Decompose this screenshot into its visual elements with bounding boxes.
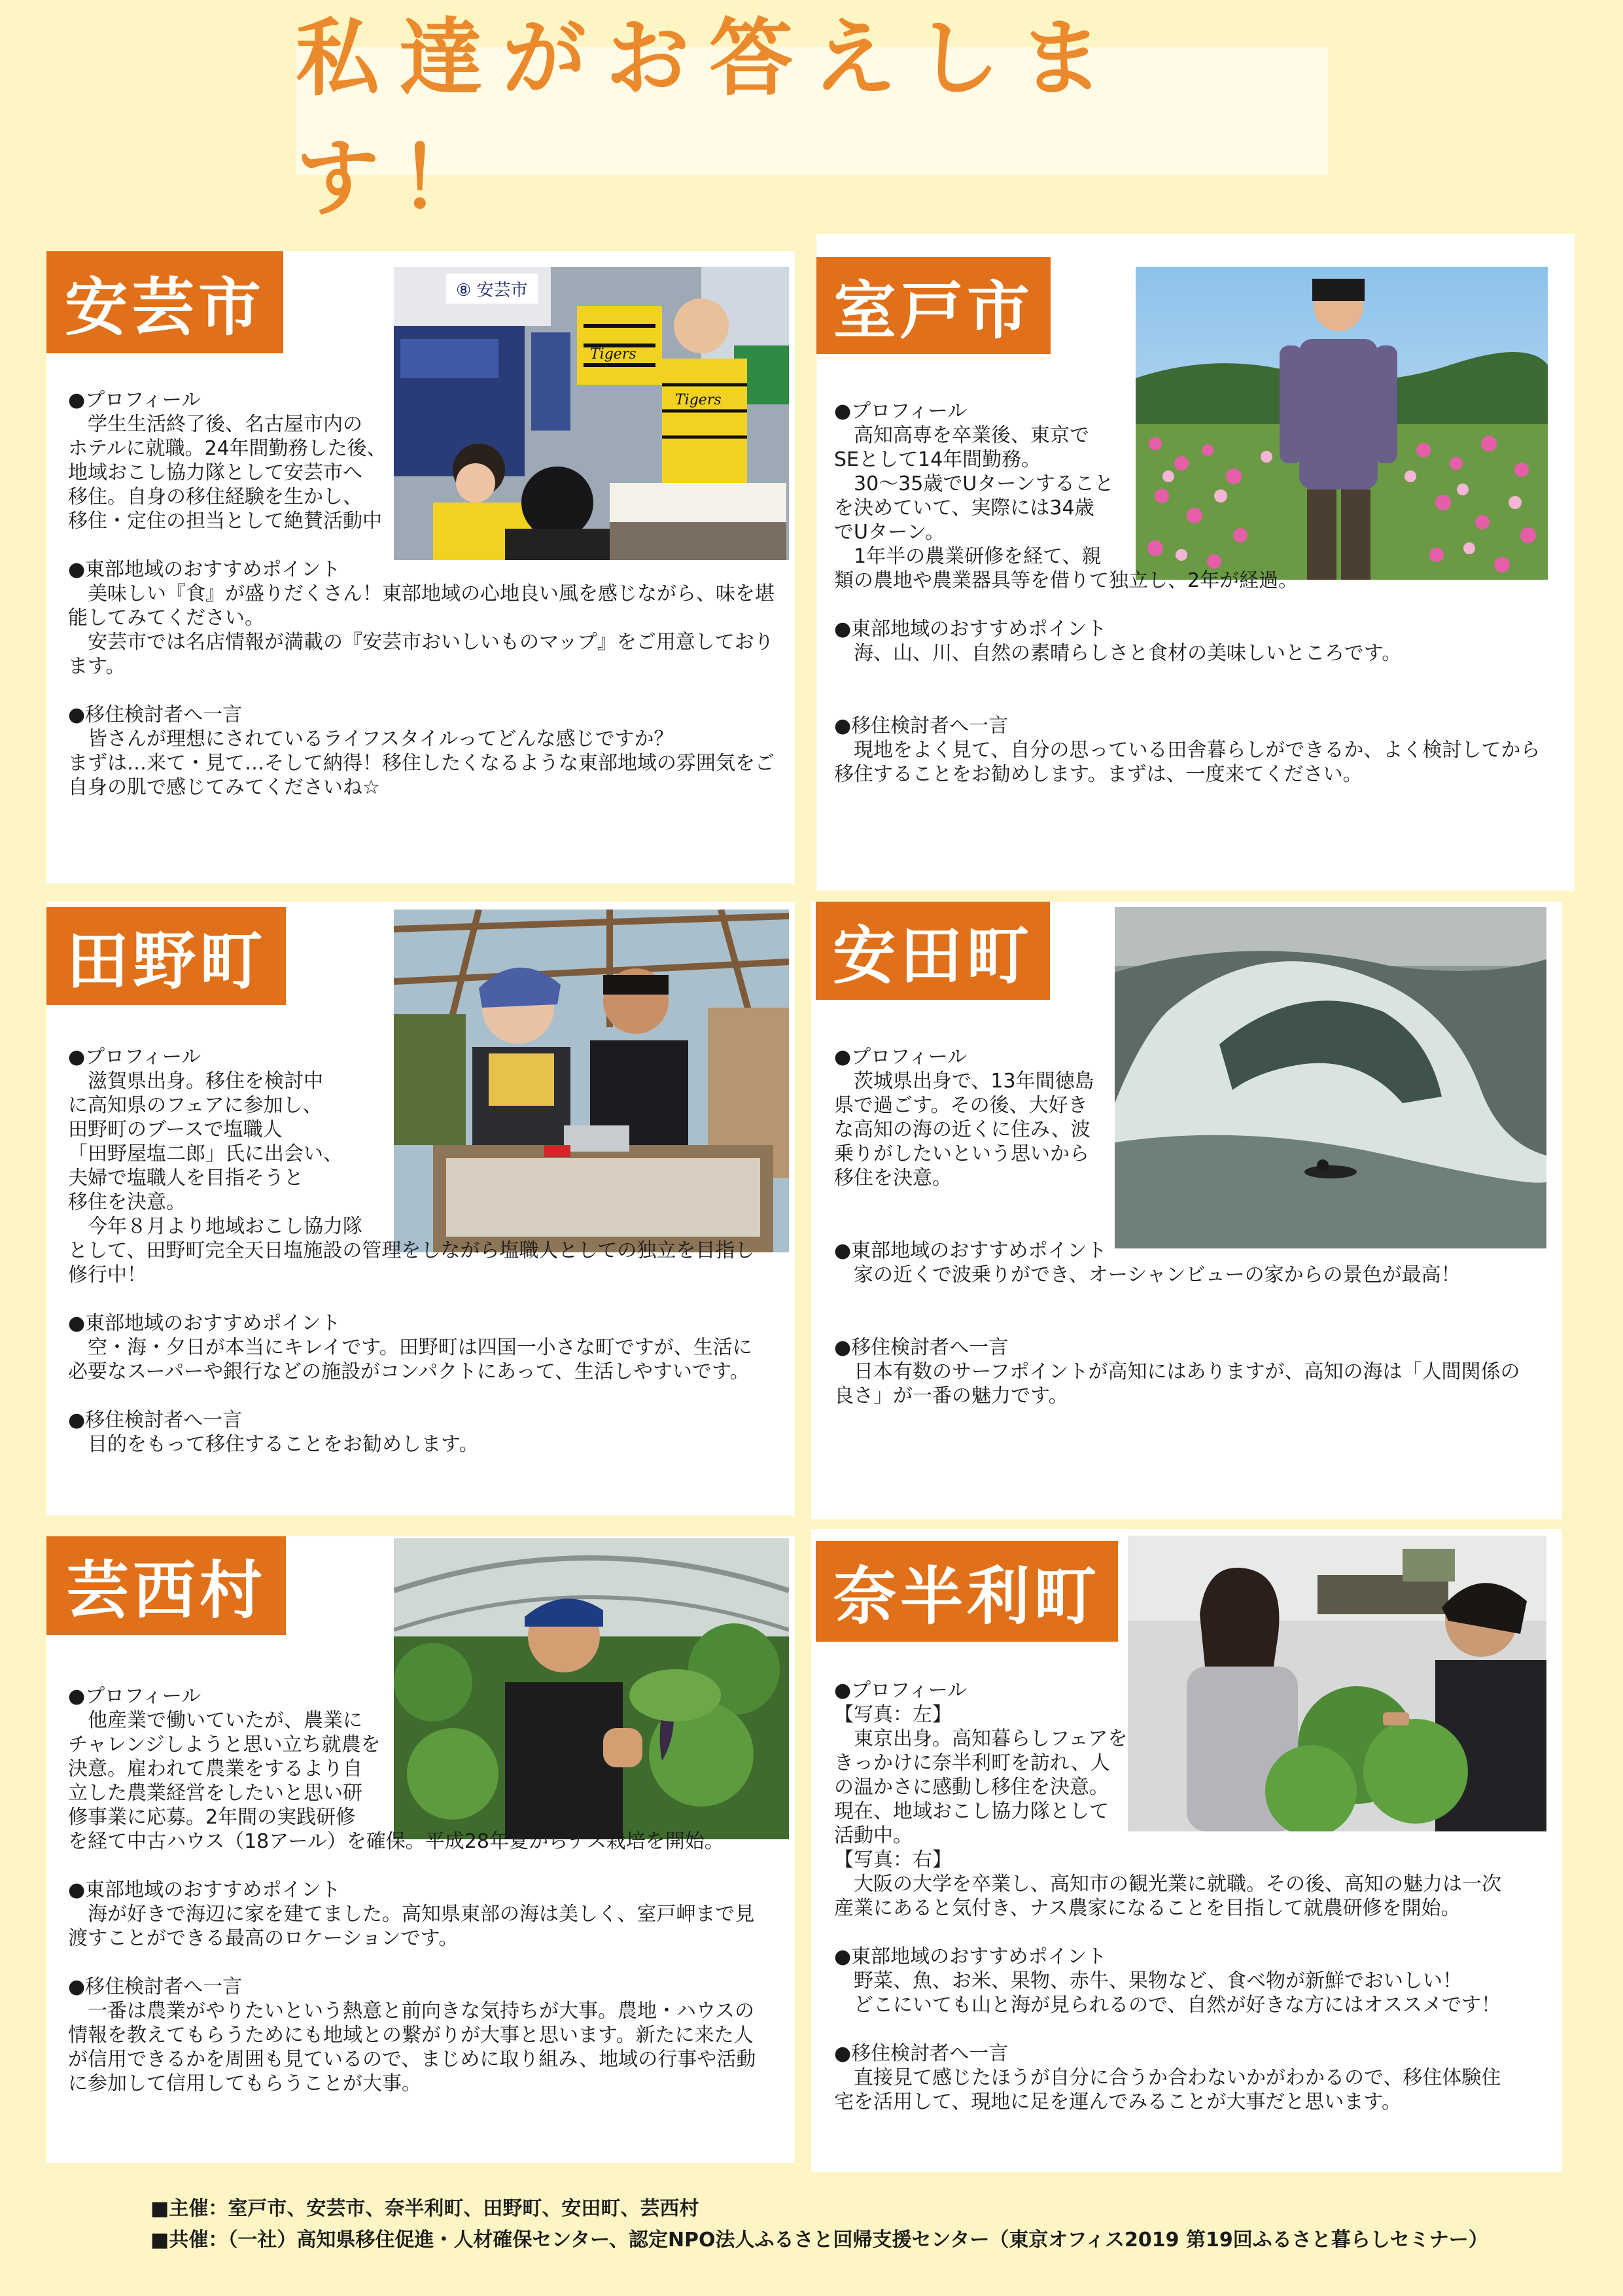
text-nahari: ●プロフィール 【写真：左】 東京出身。高知暮らしフェアを きっかけに奈半利町を訪れ、人 の温かさに感動し移住を決意。 現在、地域おこし協力隊として 活動中。 【写真：右】 大阪の大学を卒業し、高知市の観光業に就職。その後、高知の魅力は一次 産業にあると気付き、ナス農家になることを目指して就農研修を開始。 ●東部地域のおすすめポイント 野菜、魚、お米、果物、赤牛、果物など、食べ物が新鮮でおいしい！ どこにいても山と海が見られるので、自然が好きな方にはオススメです！ ●移住検討者へ一言 直接見て感じたほうが自分に合うか合わないかがわかるので、移住体験住 宅を活用して、現地に足を運んでみることが大事だと思います。 [834,1679,1501,2113]
photo-shirt-text: Tigers [675,392,722,408]
text-tano: ●プロフィール 滋賀県出身。移住を検討中 に高知県のフェアに参加し、 田野町のブースで塩職人 「田野屋塩二郎」氏に出会い、 夫婦で塩職人を目指そうと 移住を決意。 今年８月より地域おこし協力隊 として、田野町完全天日塩施設の管理をしながら塩職人としての独立を目指し 修行中！ ●東部地域のおすすめポイント 空・海・夕日が本当にキレイです。田野町は四国一小さな町ですが、生活に 必要なスーパーや銀行などの施設がコンパクトにあって、生活しやすいです。 ●移住検討者へ一言 目的をもって移住することをお勧めします。 [68,1046,755,1456]
footer-organizers: ■主催：室戸市、安芸市、奈半利町、田野町、安田町、芸西村 [150,2197,699,2220]
page-title: 私達がお答えします！ [296,10,1123,228]
town-label-yasuda: 安田町 [816,902,1050,1000]
town-label-tano: 田野町 [46,907,286,1005]
photo-jersey-text: Tigers [590,346,637,362]
town-label-aki: 安芸市 [46,251,283,353]
town-label-nahari: 奈半利町 [816,1541,1118,1642]
text-geisei: ●プロフィール 他産業で働いていたが、農業に チャレンジしようと思い立ち就農を 決意。雇われて農業をするより自 立した農業経営をしたいと思い研 修事業に応募。2年間の実践研修 を経て中古ハウス（18アール）を確保。平成28年夏からナス栽培を開始。 ●東部地域のおすすめポイント 海が好きで海辺に家を建てました。高知県東部の海は美しく、室戸岬まで見 渡すことができる最高のロケーションです。 ●移住検討者へ一言 一番は農業がやりたいという熱意と前向きな気持ちが大事。農地・ハウスの 情報を教えてもらうためにも地域との繋がりが大事と思います。新たに来た人 が信用できるかを周囲も見ているので、まじめに取り組み、地域の行事や活動 に参加して信用してもらうことが大事。 [68,1685,756,2095]
town-label-muroto: 室戸市 [816,257,1051,354]
text-aki: ●プロフィール 学生生活終了後、名古屋市内の ホテルに就職。24年間勤務した後、 地域おこし協力隊として安芸市へ 移住。自身の移住経験を生かし、 移住・定住の担当として絶賛活動中 ●東部地域のおすすめポイント 美味しい『食』が盛りだくさん！東部地域の心地良い風を感じながら、味を堪 能してみてください。 安芸市では名店情報が満載の『安芸市おいしいものマップ』をご用意しており ます。 ●移住検討者へ一言 皆さんが理想にされているライフスタイルってどんな感じですか？ まずは…来て・見て…そして納得！移住したくなるような東部地域の雰囲気をご 自身の肌で感じてみてくださいね☆ [68,389,775,799]
town-label-geisei: 芸西村 [46,1536,286,1635]
footer-cosponsors: ■共催：（一社）高知県移住促進・人材確保センター、認定NPO法人ふるさと回帰支援センター（東京オフィス2019 第19回ふるさと暮らしセミナー） [150,2229,1488,2252]
title-banner [296,10,1328,228]
photo-sign-aki: ⑧ 安芸市 [456,281,528,300]
text-muroto: ●プロフィール 高知高専を卒業後、東京で SEとして14年間勤務。 30～35歳でUターンすること を決めていて、実際には34歳 でUターン。 1年半の農業研修を経て、親 類の農地や農業器具等を借りて独立し、2年が経過。 ●東部地域のおすすめポイント 海、山、川、自然の素晴らしさと食材の美味しいところです。 ●移住検討者へ一言 現地をよく見て、自分の思っている田舎暮らしができるか、よく検討してから 移住することをお勧めします。まずは、一度来てください。 [834,400,1541,786]
text-yasuda: ●プロフィール 茨城県出身で、13年間徳島 県で過ごす。その後、大好き な高知の海の近くに住み、波 乗りがしたいという思いから 移住を決意。 ●東部地域のおすすめポイント 家の近くで波乗りができ、オーシャンビューの家からの景色が最高！ ●移住検討者へ一言 日本有数のサーフポイントが高知にはありますが、高知の海は「人間関係の 良さ」が一番の魅力です。 [834,1046,1520,1407]
